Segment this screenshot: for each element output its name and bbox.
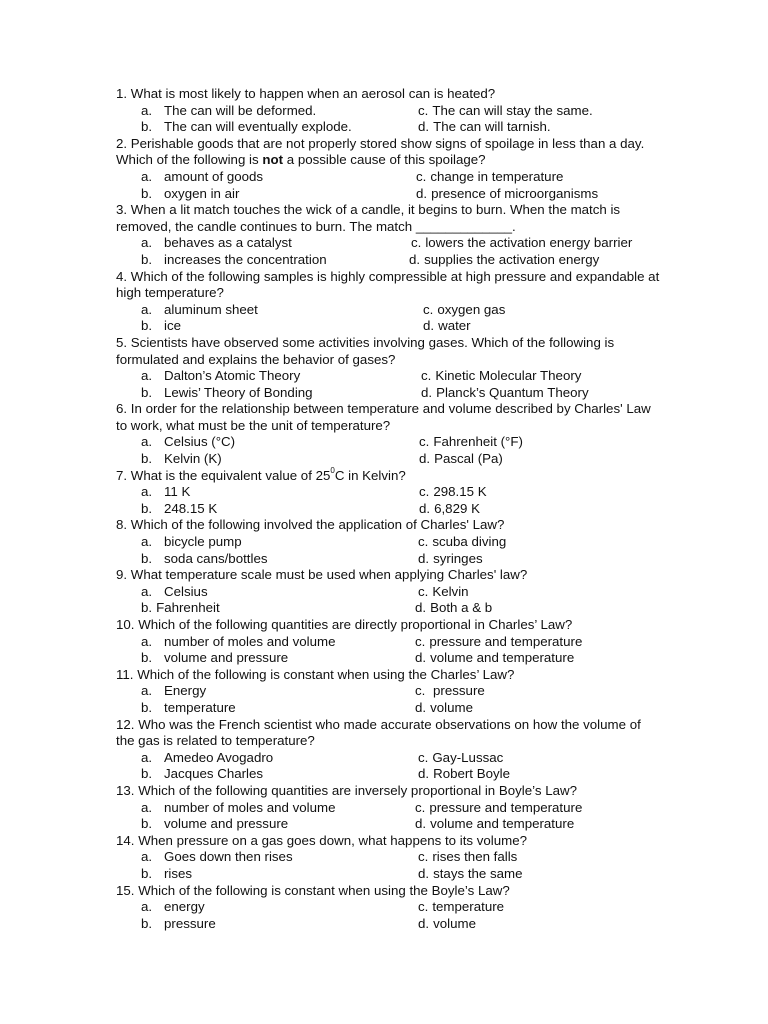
question-11: [116, 667, 661, 717]
choice-text: Celsius (°C): [164, 434, 236, 450]
choice-letter: a.: [141, 683, 153, 699]
choice-row: [116, 119, 661, 136]
answer-choice: [423, 302, 505, 319]
answer-choice: [141, 849, 293, 866]
choice-text: Pascal (Pa): [434, 451, 503, 467]
choice-letter: d.: [423, 318, 435, 334]
answer-choice: [418, 584, 469, 601]
choice-letter: d.: [418, 915, 430, 931]
answer-choice: [141, 235, 292, 252]
answer-choice: [409, 252, 599, 269]
choice-letter: d.: [415, 816, 427, 832]
answer-choice: [415, 800, 582, 817]
question-text-part: Which of the following involved the application of Charles' Law?: [130, 517, 505, 533]
answer-choice: [415, 634, 582, 651]
answer-choice: [415, 600, 492, 617]
choice-letter: d.: [418, 550, 430, 566]
question-text-part: Which of the following is constant when using the Boyle’s Law?: [138, 882, 510, 898]
choice-text: rises: [164, 865, 193, 881]
choice-letter: c.: [415, 683, 426, 699]
choice-text: number of moles and volume: [164, 633, 336, 649]
answer-choice: [141, 899, 205, 916]
question-text: [116, 269, 661, 302]
choice-text: number of moles and volume: [164, 799, 336, 815]
choice-text: oxygen in air: [164, 185, 240, 201]
choice-letter: d.: [418, 865, 430, 881]
answer-choice: [419, 434, 523, 451]
choice-text: Kinetic Molecular Theory: [435, 368, 582, 384]
answer-choice: [141, 650, 288, 667]
question-13: [116, 783, 661, 833]
choice-letter: c.: [415, 633, 426, 649]
answer-choice: [421, 385, 589, 402]
answer-choice: [418, 750, 503, 767]
choice-letter: c.: [418, 849, 429, 865]
question-text: [116, 617, 661, 634]
choice-letter: b.: [141, 318, 153, 334]
choice-text: 248.15 K: [164, 500, 218, 516]
answer-choice: [141, 916, 216, 933]
answer-choice: [141, 169, 263, 186]
choice-letter: d.: [415, 699, 427, 715]
choice-letter: d.: [416, 185, 428, 201]
choice-row: [116, 899, 661, 916]
quiz-questions: [116, 86, 661, 932]
choice-letter: a.: [141, 484, 153, 500]
choice-text: scuba diving: [432, 534, 507, 550]
question-number: 5.: [116, 334, 128, 350]
answer-choice: [411, 235, 632, 252]
choice-letter: a.: [141, 534, 153, 550]
choice-text: Energy: [164, 683, 207, 699]
question-text-part: What is the equivalent value of 25: [130, 467, 331, 483]
choice-letter: a.: [141, 168, 153, 184]
question-number: 6.: [116, 401, 128, 417]
answer-choice: [418, 551, 483, 568]
answer-choice: [418, 534, 506, 551]
choice-text: Robert Boyle: [433, 766, 510, 782]
answer-choice: [141, 252, 327, 269]
choice-row: [116, 318, 661, 335]
choice-text: ice: [164, 318, 181, 334]
choice-row: [116, 600, 661, 617]
question-6: [116, 401, 661, 467]
choice-row: [116, 634, 661, 651]
choice-text: behaves as a catalyst: [164, 235, 292, 251]
choice-letter: a.: [141, 749, 153, 765]
answer-choice: [141, 501, 217, 518]
choice-text: volume and temperature: [430, 650, 575, 666]
answer-choice: [141, 584, 208, 601]
question-number: 9.: [116, 567, 128, 583]
question-text: [116, 86, 661, 103]
choice-letter: b.: [141, 650, 153, 666]
choice-text: Celsius: [164, 583, 208, 599]
choice-text: temperature: [164, 699, 236, 715]
choice-text: 11 K: [164, 484, 191, 500]
question-text-part: C in Kelvin?: [334, 467, 406, 483]
choice-letter: b.: [141, 550, 153, 566]
choice-letter: a.: [141, 633, 153, 649]
choice-row: [116, 302, 661, 319]
question-text-part: In order for the relationship between temperature and volume described by Charles' Law to work, what must be the unit of temperature?: [116, 401, 651, 433]
answer-choice: [419, 484, 487, 501]
choice-letter: c.: [411, 235, 422, 251]
question-number: 8.: [116, 517, 128, 533]
choice-letter: b.: [141, 699, 153, 715]
answer-choice: [141, 318, 181, 335]
answer-choice: [141, 186, 239, 203]
choice-row: [116, 584, 661, 601]
choice-letter: b.: [141, 600, 153, 616]
question-text: [116, 335, 661, 368]
choice-text: pressure: [429, 683, 485, 699]
question-14: [116, 833, 661, 883]
choice-row: [116, 916, 661, 933]
question-text: [116, 468, 661, 485]
choice-letter: c.: [418, 749, 429, 765]
choice-letter: b.: [141, 451, 153, 467]
choice-text: increases the concentration: [164, 251, 327, 267]
choice-letter: d.: [418, 119, 430, 135]
choice-letter: c.: [419, 434, 430, 450]
answer-choice: [418, 119, 551, 136]
choice-text: rises then falls: [432, 849, 518, 865]
choice-letter: a.: [141, 899, 153, 915]
question-text: [116, 567, 661, 584]
choice-letter: c.: [418, 899, 429, 915]
answer-choice: [416, 169, 563, 186]
choice-letter: c.: [419, 484, 430, 500]
question-number: 14.: [116, 832, 135, 848]
answer-choice: [418, 916, 476, 933]
question-text-part: When pressure on a gas goes down, what happens to its volume?: [138, 832, 528, 848]
choice-text: temperature: [432, 899, 505, 915]
choice-text: oxygen gas: [437, 301, 506, 317]
question-text: [116, 883, 661, 900]
choice-row: [116, 683, 661, 700]
question-10: [116, 617, 661, 667]
choice-letter: b.: [141, 865, 153, 881]
question-text-part: a possible cause of this spoilage?: [283, 152, 486, 168]
answer-choice: [141, 119, 352, 136]
answer-choice: [141, 103, 316, 120]
choice-text: Planck’s Quantum Theory: [436, 384, 589, 400]
choice-row: [116, 534, 661, 551]
question-3: [116, 202, 661, 268]
choice-text: Kelvin: [432, 583, 469, 599]
choice-text: presence of microorganisms: [431, 185, 599, 201]
choice-text: volume: [430, 699, 473, 715]
choice-letter: a.: [141, 434, 153, 450]
question-9: [116, 567, 661, 617]
question-number: 11.: [116, 666, 134, 682]
choice-text: Dalton’s Atomic Theory: [164, 368, 301, 384]
question-text-part: Who was the French scientist who made accurate observations on how the volume of the gas is related to temperature?: [116, 716, 641, 749]
answer-choice: [415, 700, 473, 717]
answer-choice: [415, 816, 574, 833]
choice-text: syringes: [433, 550, 483, 566]
choice-letter: d.: [415, 650, 427, 666]
choice-text: volume: [433, 915, 476, 931]
choice-letter: b.: [141, 766, 153, 782]
answer-choice: [141, 750, 273, 767]
answer-choice: [141, 434, 235, 451]
choice-text: Kelvin (K): [164, 451, 222, 467]
choice-letter: c.: [418, 102, 429, 118]
choice-row: [116, 169, 661, 186]
answer-choice: [141, 600, 220, 617]
question-text: [116, 517, 661, 534]
question-text-part: What temperature scale must be used when applying Charles' law?: [130, 567, 528, 583]
question-text-part: What is most likely to happen when an aerosol can is heated?: [130, 86, 496, 101]
choice-text: Fahrenheit (°F): [433, 434, 523, 450]
choice-letter: b.: [141, 915, 153, 931]
question-text: [116, 401, 661, 434]
question-text-part: Scientists have observed some activities involving gases. Which of the following is formulated and explains the behavior of gases?: [116, 334, 615, 367]
choice-row: [116, 551, 661, 568]
choice-letter: c.: [418, 583, 429, 599]
answer-choice: [419, 501, 480, 518]
choice-text: volume and pressure: [164, 650, 289, 666]
choice-letter: c.: [415, 799, 426, 815]
question-12: [116, 717, 661, 783]
choice-letter: c.: [418, 534, 429, 550]
choice-row: [116, 451, 661, 468]
choice-text: Lewis’ Theory of Bonding: [164, 384, 313, 400]
answer-choice: [141, 451, 222, 468]
choice-row: [116, 252, 661, 269]
question-8: [116, 517, 661, 567]
choice-letter: c.: [423, 301, 434, 317]
answer-choice: [141, 766, 263, 783]
question-text-part: When a lit match touches the wick of a candle, it begins to burn. When the match is removed, the candle continues to burn. The match _____________.: [116, 202, 621, 234]
choice-letter: d.: [409, 251, 421, 267]
question-5: [116, 335, 661, 401]
question-number: 7.: [116, 467, 128, 483]
answer-choice: [141, 700, 236, 717]
choice-letter: d.: [418, 766, 430, 782]
choice-row: [116, 650, 661, 667]
question-1: [116, 86, 661, 136]
choice-letter: d.: [421, 384, 433, 400]
choice-text: pressure: [164, 915, 216, 931]
question-text: [116, 717, 661, 750]
question-2: [116, 136, 661, 202]
choice-letter: d.: [415, 600, 427, 616]
choice-text: The can will be deformed.: [164, 102, 317, 118]
choice-text: 6,829 K: [434, 500, 480, 516]
choice-letter: a.: [141, 368, 153, 384]
question-number: 4.: [116, 268, 128, 284]
choice-letter: d.: [419, 500, 431, 516]
choice-text: Goes down then rises: [164, 849, 293, 865]
question-4: [116, 269, 661, 335]
choice-letter: b.: [141, 500, 153, 516]
choice-letter: b.: [141, 185, 153, 201]
choice-text: The can will tarnish.: [433, 119, 551, 135]
choice-row: [116, 501, 661, 518]
choice-letter: a.: [141, 301, 153, 317]
question-text-part: Perishable goods that are not properly stored show signs of spoilage in less than a day. Which of the following is: [116, 135, 645, 168]
choice-text: energy: [164, 899, 205, 915]
choice-text: volume and pressure: [164, 816, 289, 832]
question-number: 10.: [116, 617, 135, 632]
question-text: [116, 202, 661, 235]
question-number: 15.: [116, 882, 135, 898]
choice-text: pressure and temperature: [429, 799, 583, 815]
answer-choice: [418, 766, 510, 783]
question-number: 13.: [116, 782, 135, 798]
choice-row: [116, 800, 661, 817]
question-text-part: Which of the following is constant when using the Charles’ Law?: [137, 666, 515, 682]
choice-letter: a.: [141, 102, 153, 118]
choice-letter: a.: [141, 799, 153, 815]
choice-text: Amedeo Avogadro: [164, 749, 274, 765]
question-7: [116, 468, 661, 518]
answer-choice: [415, 650, 574, 667]
choice-letter: b.: [141, 119, 153, 135]
choice-text: The can will eventually explode.: [164, 119, 352, 135]
question-text: [116, 783, 661, 800]
choice-text: stays the same: [433, 865, 523, 881]
choice-letter: b.: [141, 251, 153, 267]
answer-choice: [141, 368, 300, 385]
choice-row: [116, 235, 661, 252]
choice-row: [116, 849, 661, 866]
choice-text: water: [438, 318, 471, 334]
choice-letter: c.: [416, 168, 427, 184]
answer-choice: [141, 385, 313, 402]
answer-choice: [418, 103, 593, 120]
answer-choice: [141, 484, 190, 501]
answer-choice: [141, 866, 192, 883]
answer-choice: [418, 899, 504, 916]
choice-text: The can will stay the same.: [432, 102, 593, 118]
choice-row: [116, 700, 661, 717]
choice-text: lowers the activation energy barrier: [425, 235, 633, 251]
choice-text: Both a & b: [430, 600, 493, 616]
choice-text: bicycle pump: [164, 534, 242, 550]
question-text-part: Which of the following quantities are directly proportional in Charles’ Law?: [138, 617, 573, 632]
question-number: 12.: [116, 716, 135, 732]
choice-row: [116, 484, 661, 501]
answer-choice: [418, 866, 523, 883]
choice-letter: b.: [141, 816, 153, 832]
emphasis-text: not: [262, 152, 284, 168]
answer-choice: [141, 551, 268, 568]
answer-choice: [416, 186, 598, 203]
choice-row: [116, 103, 661, 120]
choice-letter: a.: [141, 849, 153, 865]
question-number: 2.: [116, 135, 128, 151]
answer-choice: [419, 451, 503, 468]
question-15: [116, 883, 661, 933]
choice-text: supplies the activation energy: [424, 251, 600, 267]
answer-choice: [141, 800, 335, 817]
choice-row: [116, 766, 661, 783]
answer-choice: [141, 534, 242, 551]
choice-text: amount of goods: [164, 168, 264, 184]
choice-text: volume and temperature: [430, 816, 575, 832]
answer-choice: [141, 683, 206, 700]
question-text: [116, 833, 661, 850]
answer-choice: [141, 816, 288, 833]
choice-text: Fahrenheit: [156, 600, 220, 616]
answer-choice: [141, 634, 335, 651]
choice-row: [116, 385, 661, 402]
choice-letter: d.: [419, 451, 431, 467]
choice-row: [116, 816, 661, 833]
choice-letter: c.: [421, 368, 432, 384]
question-number: 3.: [116, 202, 128, 218]
choice-row: [116, 186, 661, 203]
question-number: 1.: [116, 86, 128, 101]
question-text: [116, 667, 661, 684]
choice-letter: b.: [141, 384, 153, 400]
answer-choice: [423, 318, 471, 335]
answer-choice: [421, 368, 581, 385]
choice-text: aluminum sheet: [164, 301, 258, 317]
choice-letter: a.: [141, 583, 153, 599]
choice-text: Jacques Charles: [164, 766, 264, 782]
choice-text: change in temperature: [430, 168, 564, 184]
choice-row: [116, 434, 661, 451]
choice-row: [116, 750, 661, 767]
question-text: [116, 136, 661, 169]
answer-choice: [141, 302, 258, 319]
choice-letter: a.: [141, 235, 153, 251]
answer-choice: [415, 683, 485, 700]
choice-text: 298.15 K: [433, 484, 487, 500]
superscript-degree: 0: [330, 466, 335, 476]
answer-choice: [418, 849, 517, 866]
question-text-part: Which of the following samples is highly compressible at high pressure and expandable at high temperature?: [116, 268, 660, 301]
choice-text: soda cans/bottles: [164, 550, 268, 566]
question-text-part: Which of the following quantities are inversely proportional in Boyle’s Law?: [138, 782, 577, 798]
choice-row: [116, 368, 661, 385]
choice-text: pressure and temperature: [429, 633, 583, 649]
choice-text: Gay-Lussac: [432, 749, 504, 765]
choice-row: [116, 866, 661, 883]
